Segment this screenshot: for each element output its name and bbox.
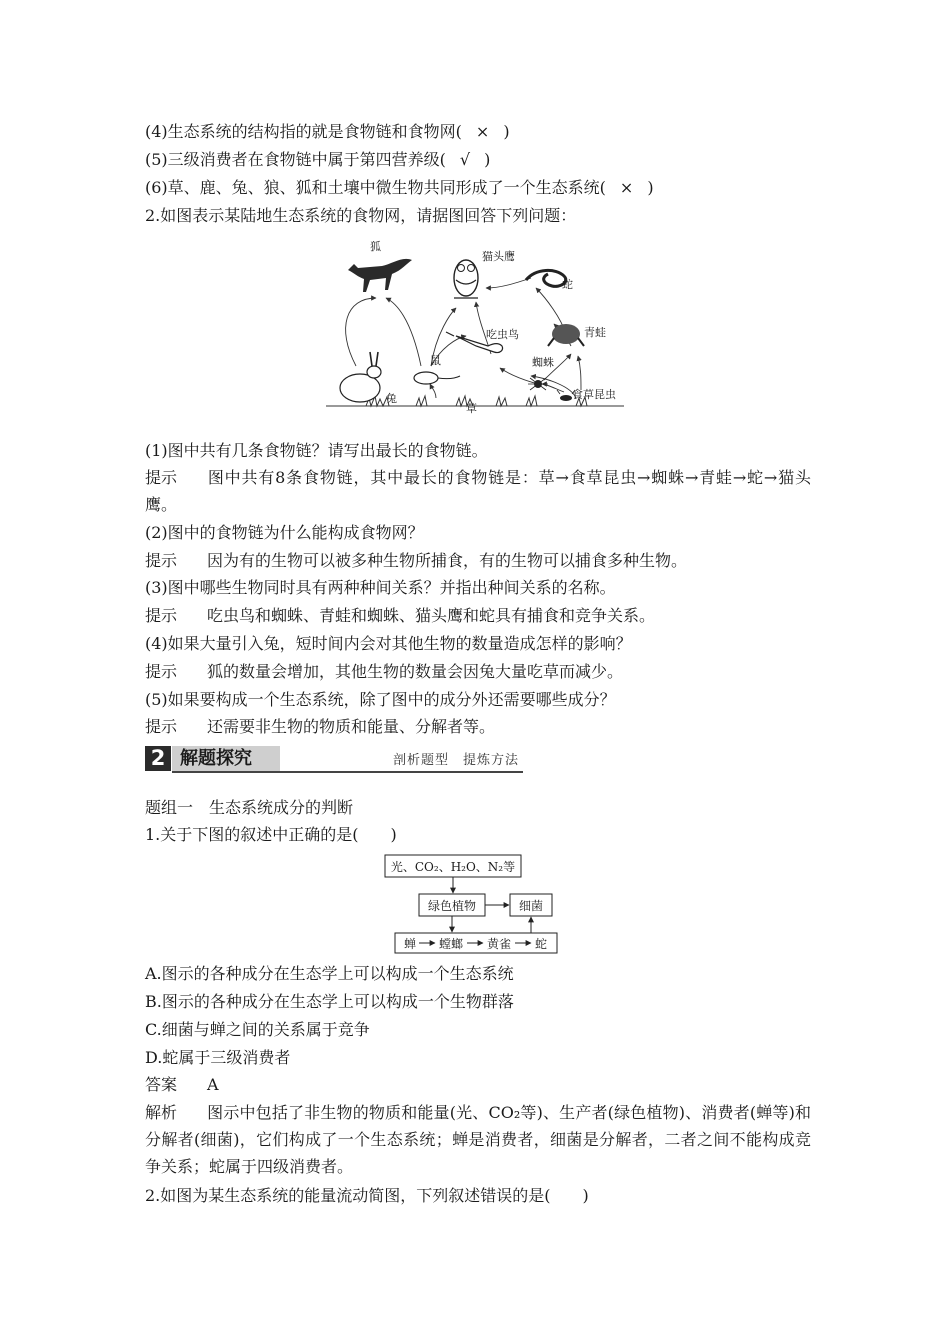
bacteria-label: 细菌 xyxy=(518,899,544,913)
judgment-6-text: (6)草、鹿、兔、狼、狐和土壤中微生物共同形成了一个生态系统( xyxy=(145,178,606,197)
question-2-intro: 2.如图表示某陆地生态系统的食物网，请据图回答下列问题： xyxy=(145,206,577,225)
qa-2-answer-text: 因为有的生物可以被多种生物所捕食，有的生物可以捕食多种生物。 xyxy=(207,551,688,570)
label-bird: 吃虫鸟 xyxy=(486,328,519,341)
section-title: 解题探究 xyxy=(172,746,280,771)
label-fox: 狐 xyxy=(370,240,381,253)
qa-5-answer xyxy=(145,716,495,738)
judgment-4-mark: × xyxy=(475,122,490,141)
group-1-title: 题组一 生态系统成分的判断 xyxy=(145,798,354,817)
q2-stem: 2.如图为某生态系统的能量流动简图，下列叙述错误的是( ) xyxy=(145,1186,589,1205)
qa-1-question: (1)图中共有几条食物链？请写出最长的食物链。 xyxy=(145,441,488,460)
qa-5-answer-text: 还需要非生物的物质和能量、分解者等。 xyxy=(207,717,496,736)
qa-2-question: (2)图中的食物链为什么能构成食物网？ xyxy=(145,523,424,542)
spider-illustration xyxy=(528,355,554,390)
label-insect: 食草昆虫 xyxy=(572,388,616,401)
q1-analysis xyxy=(145,1099,811,1180)
qa-4-question: (4)如果大量引入兔，短时间内会对其他生物的数量造成怎样的影响？ xyxy=(145,634,632,653)
qa-5-question: (5)如果要构成一个生态系统，除了图中的成分外还需要哪些成分？ xyxy=(145,690,616,709)
q1-answer xyxy=(145,1074,219,1096)
label-owl: 猫头鹰 xyxy=(482,250,515,263)
abiotic-label: 光、CO₂、H₂O、N₂等 xyxy=(390,860,516,874)
judgment-6-close: ) xyxy=(647,178,654,197)
qa-5-tip-label: 提示 xyxy=(145,717,178,736)
q1-stem: 1.关于下图的叙述中正确的是( ) xyxy=(145,825,397,844)
analysis-text: 图示中包括了非生物的物质和能量(光、CO₂等)、生产者(绿色植物)、消费者(蝉等)和分解者(细菌)，它们构成了一个生态系统；蝉是消费者，细菌是分解者，二者之间不能构成竞争关系；蛇属于四级消费者。 xyxy=(145,1103,811,1176)
insect-illustration xyxy=(557,387,616,401)
section-number: 2 xyxy=(145,746,171,771)
frog-illustration xyxy=(548,324,606,346)
plant-label: 绿色植物 xyxy=(427,899,477,913)
answer-label: 答案 xyxy=(145,1075,178,1094)
judgment-6 xyxy=(145,177,654,199)
chain-snake: 蛇 xyxy=(535,937,548,951)
analysis-label: 解析 xyxy=(145,1103,178,1122)
qa-4-tip-label: 提示 xyxy=(145,662,178,681)
fox-illustration xyxy=(348,239,412,292)
label-mouse: 鼠 xyxy=(430,354,441,367)
label-snake: 蛇 xyxy=(562,278,573,291)
judgment-6-mark: × xyxy=(619,178,634,197)
judgment-5-text: (5)三级消费者在食物链中属于第四营养级( xyxy=(145,150,446,169)
qa-1-answer xyxy=(145,464,811,518)
mouse-illustration xyxy=(414,354,460,384)
judgment-4-text: (4)生态系统的结构指的就是食物链和食物网( xyxy=(145,122,462,141)
label-grass: 草 xyxy=(466,402,477,414)
qa-2-tip-label: 提示 xyxy=(145,551,178,570)
ecosystem-diagram xyxy=(383,853,563,955)
option-c: C.细菌与蝉之间的关系属于竞争 xyxy=(145,1020,370,1039)
judgment-4 xyxy=(145,121,510,143)
qa-1-tip-label: 提示 xyxy=(145,468,178,487)
judgment-5-mark: √ xyxy=(459,150,471,169)
label-rabbit: 兔 xyxy=(386,392,397,405)
qa-1-answer-text: 图中共有8条食物链，其中最长的食物链是：草→食草昆虫→蜘蛛→青蛙→蛇→猫头鹰。 xyxy=(145,468,811,514)
option-a: A.图示的各种成分在生态学上可以构成一个生态系统 xyxy=(145,964,514,983)
label-frog: 青蛙 xyxy=(584,326,606,339)
snake-illustration xyxy=(526,270,573,291)
qa-3-answer-text: 吃虫鸟和蜘蛛、青蛙和蜘蛛、猫头鹰和蛇具有捕食和竞争关系。 xyxy=(207,606,656,625)
qa-3-answer xyxy=(145,605,655,627)
qa-3-tip-label: 提示 xyxy=(145,606,178,625)
qa-4-answer xyxy=(145,661,623,683)
chain-mantis: 螳螂 xyxy=(439,937,464,951)
section-subtitle: 剖析题型 提炼方法 xyxy=(392,753,519,768)
qa-3-question: (3)图中哪些生物同时具有两种种间关系？并指出种间关系的名称。 xyxy=(145,578,616,597)
section-rule xyxy=(172,771,523,773)
judgment-5-close: ) xyxy=(484,150,491,169)
rabbit-illustration xyxy=(340,352,397,405)
answer-value: A xyxy=(207,1075,219,1094)
chain-oriole: 黄雀 xyxy=(487,937,512,951)
label-spider: 蜘蛛 xyxy=(532,356,554,369)
food-web-figure xyxy=(326,238,636,414)
chain-cicada: 蝉 xyxy=(404,937,417,951)
option-b: B.图示的各种成分在生态学上可以构成一个生物群落 xyxy=(145,992,514,1011)
section-header xyxy=(145,745,523,773)
owl-illustration xyxy=(454,249,515,298)
judgment-4-close: ) xyxy=(503,122,510,141)
judgment-5 xyxy=(145,149,490,171)
qa-4-answer-text: 狐的数量会增加，其他生物的数量会因兔大量吃草而减少。 xyxy=(207,662,624,681)
option-d: D.蛇属于三级消费者 xyxy=(145,1048,291,1067)
qa-2-answer xyxy=(145,550,687,572)
